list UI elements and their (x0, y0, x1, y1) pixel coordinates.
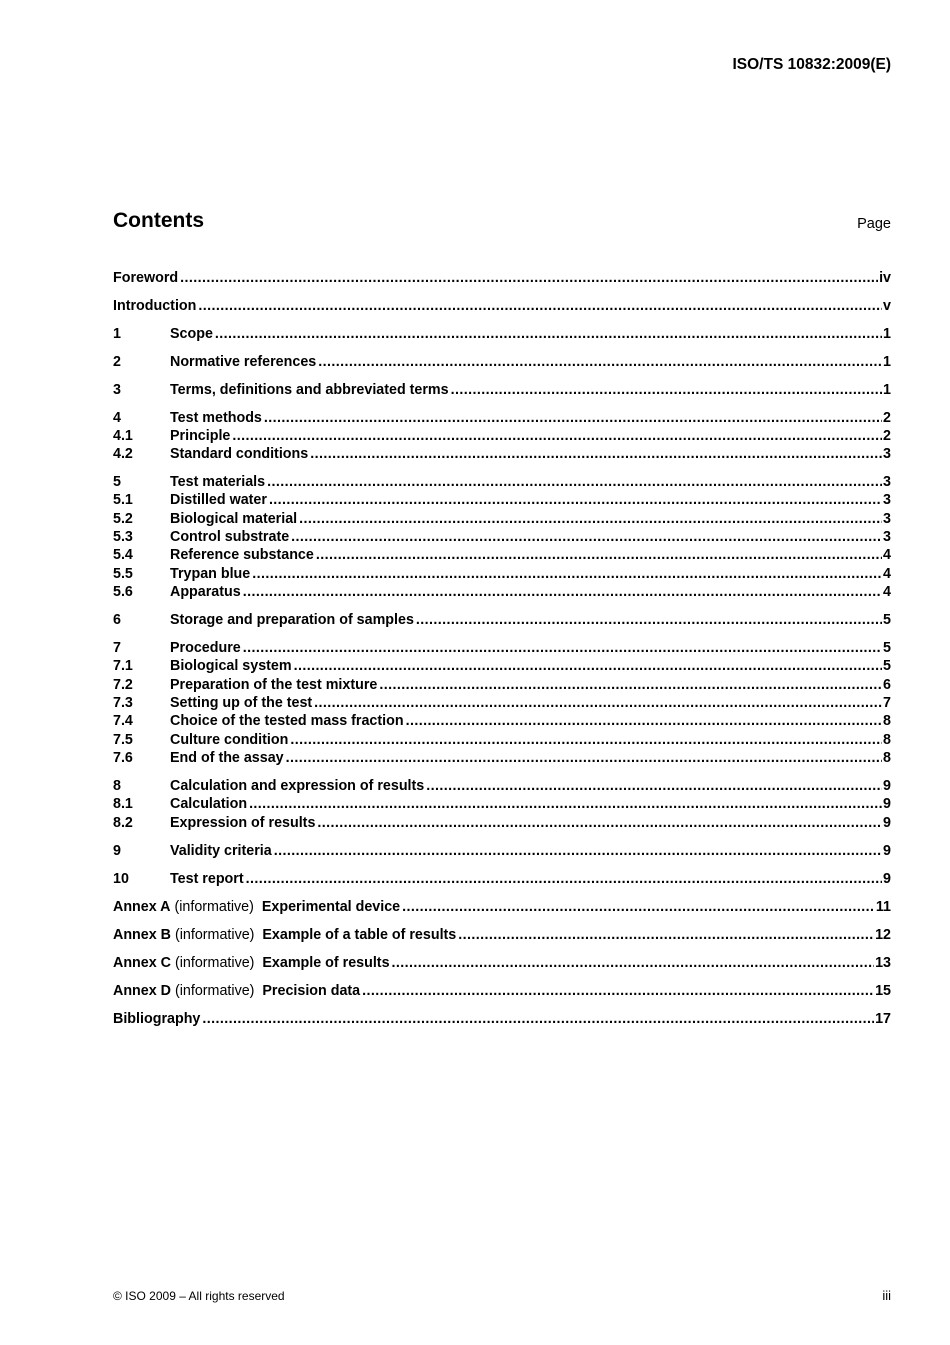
leader-dots (318, 353, 882, 371)
toc-entry-number: 4.2 (113, 446, 133, 462)
annex-type: (informative) (174, 899, 254, 915)
toc-entry-4[interactable] (113, 409, 891, 427)
toc-entry-1[interactable] (113, 325, 891, 343)
annex-label: Annex A (113, 899, 171, 915)
toc-entry-page: 13 (875, 955, 891, 971)
leader-dots (416, 611, 882, 629)
toc-entry-number: 9 (113, 843, 121, 859)
toc-entry-page: 6 (883, 677, 891, 693)
leader-dots (379, 676, 882, 694)
toc-entry-6[interactable] (113, 611, 891, 629)
toc-entry-page: 1 (883, 354, 891, 370)
toc-entry-title: Precision data (262, 983, 361, 999)
toc-entry-number: 10 (113, 871, 129, 887)
toc-entry-title: Example of results (262, 955, 390, 971)
toc-entry-page: 12 (875, 927, 891, 943)
leader-dots (267, 473, 882, 491)
toc-entry-introduction[interactable] (113, 297, 891, 315)
annex-label: Annex B (113, 927, 171, 943)
toc-entry-5-3[interactable] (113, 528, 891, 546)
leader-dots (291, 528, 882, 546)
toc-entry-page: 8 (883, 750, 891, 766)
toc-entry-annex-a[interactable] (113, 898, 891, 916)
toc-entry-number: 8.1 (113, 796, 133, 812)
toc-entry-5-2[interactable] (113, 510, 891, 528)
toc-entry-page: 9 (883, 815, 891, 831)
toc-entry-title: Validity criteria (170, 843, 272, 859)
toc-entry-page: 1 (883, 326, 891, 342)
leader-dots (316, 546, 882, 564)
annex-label: Annex D (113, 983, 171, 999)
toc-entry-5-4[interactable] (113, 546, 891, 564)
leader-dots (406, 712, 882, 730)
toc-entry-number: 7.6 (113, 750, 133, 766)
toc-entry-7-3[interactable] (113, 694, 891, 712)
toc-entry-page: 9 (883, 871, 891, 887)
toc-entry-title: Experimental device (261, 899, 401, 915)
toc-entry-title: End of the assay (170, 750, 284, 766)
toc-entry-page: 4 (883, 584, 891, 600)
page-number: iii (882, 1288, 891, 1303)
toc-entry-number: 7.2 (113, 677, 133, 693)
leader-dots (202, 1010, 874, 1028)
toc-entry-page: 8 (883, 732, 891, 748)
contents-heading: Contents (113, 209, 204, 232)
toc-entry-number: 2 (113, 354, 121, 370)
toc-entry-number: 8 (113, 778, 121, 794)
toc-entry-page: 9 (883, 796, 891, 812)
toc-entry-7[interactable] (113, 639, 891, 657)
toc-entry-number: 7.5 (113, 732, 133, 748)
toc-entry-title: Principle (170, 428, 231, 444)
toc-entry-annex-d[interactable] (113, 982, 891, 1000)
toc-entry-7-5[interactable] (113, 731, 891, 749)
toc-entry-page: 2 (883, 428, 891, 444)
toc-entry-page: 2 (883, 410, 891, 426)
toc-entry-3[interactable] (113, 381, 891, 399)
leader-dots (299, 510, 882, 528)
toc-entry-title: Test methods (170, 410, 262, 426)
toc-entry-7-6[interactable] (113, 749, 891, 767)
toc-entry-page: 11 (875, 899, 891, 915)
toc-entry-8-2[interactable] (113, 814, 891, 832)
leader-dots (243, 639, 882, 657)
toc-entry-page: 9 (883, 778, 891, 794)
toc-entry-4-1[interactable] (113, 427, 891, 445)
leader-dots (290, 731, 882, 749)
toc-entry-7-1[interactable] (113, 657, 891, 675)
leader-dots (215, 325, 882, 343)
toc-entry-title: Preparation of the test mixture (170, 677, 378, 693)
toc-entry-title: Scope (170, 326, 213, 342)
toc-entry-10[interactable] (113, 870, 891, 888)
toc-entry-page: v (883, 298, 891, 314)
toc-entry-title: Calculation (170, 796, 248, 812)
leader-dots (264, 409, 882, 427)
toc-entry-title: Procedure (170, 640, 241, 656)
toc-entry-number: 7.4 (113, 713, 133, 729)
leader-dots (426, 777, 882, 795)
toc-entry-foreword[interactable] (113, 269, 891, 287)
toc-entry-title: Reference substance (170, 547, 314, 563)
toc-entry-page: 3 (883, 529, 891, 545)
toc-entry-title: Trypan blue (170, 566, 251, 582)
toc-entry-page: 3 (883, 492, 891, 508)
leader-dots (232, 427, 882, 445)
page-column-label: Page (857, 216, 891, 232)
leader-dots (252, 565, 882, 583)
toc-entry-number: 7 (113, 640, 121, 656)
annex-type: (informative) (174, 955, 255, 971)
toc-entry-5[interactable] (113, 473, 891, 491)
toc-entry-title: Storage and preparation of samples (170, 612, 414, 628)
document-id: ISO/TS 10832:2009(E) (732, 56, 891, 73)
annex-type: (informative) (174, 983, 255, 999)
leader-dots (362, 982, 874, 1000)
toc-entry-title: Apparatus (170, 584, 241, 600)
toc-entry-title: Test materials (170, 474, 266, 490)
toc-entry-title: Standard conditions (170, 446, 309, 462)
leader-dots (243, 583, 882, 601)
toc-entry-5-5[interactable] (113, 565, 891, 583)
toc-entry-annex-b[interactable] (113, 926, 891, 944)
leader-dots (458, 926, 874, 944)
leader-dots (180, 269, 878, 287)
leader-dots (402, 898, 875, 916)
toc-entry-title: Culture condition (170, 732, 289, 748)
leader-dots (314, 694, 882, 712)
toc-entry-number: 7.3 (113, 695, 133, 711)
toc-entry-number: 5.4 (113, 547, 133, 563)
toc-entry-title: Biological material (170, 511, 298, 527)
toc-entry-number: 5.3 (113, 529, 133, 545)
toc-entry-number: 6 (113, 612, 121, 628)
toc-entry-page: 3 (883, 446, 891, 462)
annex-label: Annex C (113, 955, 171, 971)
toc-entry-number: 1 (113, 326, 121, 342)
toc-entry-page: 5 (883, 612, 891, 628)
toc-entry-title: Distilled water (170, 492, 267, 508)
toc-entry-page: 8 (883, 713, 891, 729)
toc-entry-page: 5 (883, 640, 891, 656)
leader-dots (249, 795, 882, 813)
toc-entry-page: 5 (883, 658, 891, 674)
leader-dots (392, 954, 875, 972)
toc-entry-title: Bibliography (113, 1011, 201, 1027)
leader-dots (198, 297, 882, 315)
toc-entry-9[interactable] (113, 842, 891, 860)
toc-entry-title: Expression of results (170, 815, 316, 831)
toc-entry-7-4[interactable] (113, 712, 891, 730)
toc-entry-number: 3 (113, 382, 121, 398)
toc-entry-number: 5.1 (113, 492, 133, 508)
toc-entry-number: 5.6 (113, 584, 133, 600)
toc-entry-number: 4.1 (113, 428, 133, 444)
toc-entry-number: 5.2 (113, 511, 133, 527)
leader-dots (451, 381, 882, 399)
toc-entry-title: Foreword (113, 270, 179, 286)
leader-dots (246, 870, 882, 888)
leader-dots (317, 814, 882, 832)
annex-type: (informative) (174, 927, 255, 943)
toc-entry-title: Terms, definitions and abbreviated terms (170, 382, 449, 398)
toc-entry-page: 1 (883, 382, 891, 398)
toc-entry-bibliography[interactable] (113, 1010, 891, 1028)
toc-entry-page: 3 (883, 511, 891, 527)
toc-entry-number: 7.1 (113, 658, 133, 674)
toc-entry-8[interactable] (113, 777, 891, 795)
toc-entry-title: Normative references (170, 354, 317, 370)
toc-entry-number: 5.5 (113, 566, 133, 582)
toc-entry-title: Choice of the tested mass fraction (170, 713, 404, 729)
toc-entry-page: 7 (883, 695, 891, 711)
toc-entry-page: 4 (883, 566, 891, 582)
toc-entry-page: iv (879, 270, 891, 286)
toc-entry-title: Introduction (113, 298, 197, 314)
toc-entry-7-2[interactable] (113, 676, 891, 694)
leader-dots (310, 445, 882, 463)
leader-dots (269, 491, 882, 509)
toc-entry-page: 9 (883, 843, 891, 859)
leader-dots (294, 657, 882, 675)
leader-dots (274, 842, 882, 860)
toc-entry-title: Test report (170, 871, 244, 887)
toc-entry-page: 15 (875, 983, 891, 999)
toc-entry-5-1[interactable] (113, 491, 891, 509)
toc-entry-page: 17 (875, 1011, 891, 1027)
toc-entry-page: 3 (883, 474, 891, 490)
toc-entry-2[interactable] (113, 353, 891, 371)
toc-entry-8-1[interactable] (113, 795, 891, 813)
toc-entry-annex-c[interactable] (113, 954, 891, 972)
toc-entry-title: Setting up of the test (170, 695, 313, 711)
toc-entry-title: Control substrate (170, 529, 290, 545)
toc-entry-title: Example of a table of results (262, 927, 457, 943)
toc-entry-title: Calculation and expression of results (170, 778, 425, 794)
toc-entry-4-2[interactable] (113, 445, 891, 463)
toc-entry-number: 4 (113, 410, 121, 426)
copyright-notice: © ISO 2009 – All rights reserved (113, 1289, 285, 1303)
toc-entry-number: 5 (113, 474, 121, 490)
toc-entry-page: 4 (883, 547, 891, 563)
toc-entry-title: Biological system (170, 658, 292, 674)
toc-entry-5-6[interactable] (113, 583, 891, 601)
leader-dots (286, 749, 882, 767)
toc-entry-number: 8.2 (113, 815, 133, 831)
